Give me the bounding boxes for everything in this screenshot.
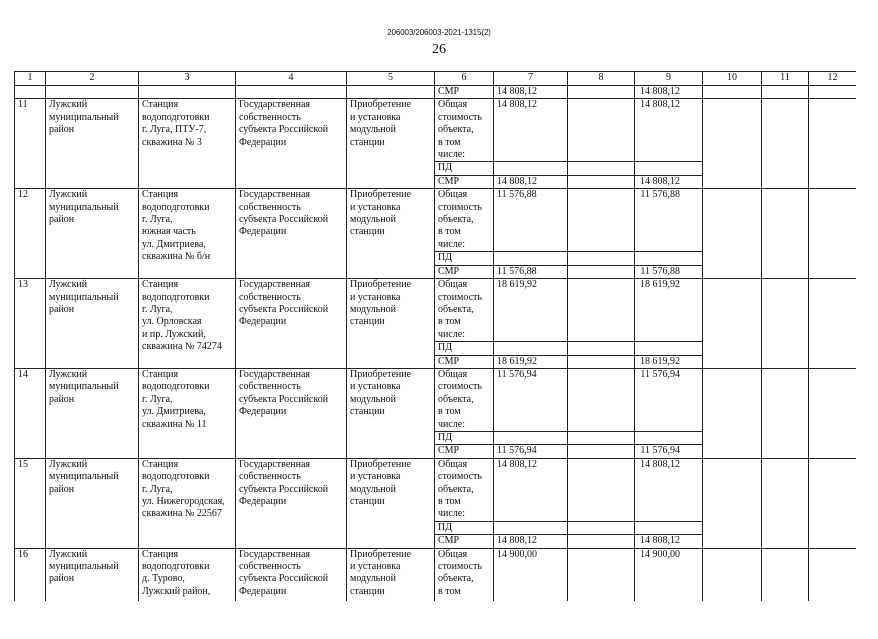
smr-value-col7: 11 576,88	[494, 265, 568, 278]
cell-line: модульной	[350, 393, 396, 405]
record-row	[15, 279, 857, 342]
work-type-cell	[347, 458, 435, 548]
cell-line: Станция	[142, 368, 179, 380]
cell-line: Общая	[438, 458, 468, 470]
cost-label-cell	[435, 99, 494, 162]
cell	[635, 342, 703, 355]
column-header-4: 4	[236, 72, 347, 86]
ownership-cell	[236, 548, 347, 601]
cell-line: район	[49, 573, 75, 585]
cell-line: и установка	[350, 471, 401, 483]
cell-line: Станция	[142, 458, 179, 470]
cost-label-cell	[435, 368, 494, 431]
cell-line: объекта,	[438, 124, 474, 136]
smr-value-col7: 14 808,12	[494, 535, 568, 548]
cell-line: г. Луга,	[142, 303, 173, 315]
cell-line: муниципальный	[49, 111, 119, 123]
cell-line: ул. Дмитриева,	[142, 406, 206, 418]
cell	[635, 252, 703, 265]
cell-line: Федерации	[239, 585, 287, 597]
total-value-col7: 14 808,12	[494, 458, 568, 521]
work-type-cell	[347, 189, 435, 279]
cell-line: стоимость	[438, 111, 482, 123]
cell	[703, 99, 762, 189]
cell-line: Общая	[438, 189, 468, 201]
row-number: 15	[15, 458, 46, 548]
district-cell	[46, 458, 139, 548]
cell-line: ул. Орловская	[142, 316, 202, 328]
column-header-5: 5	[347, 72, 435, 86]
record-row	[15, 458, 857, 521]
cell-line: субъекта Российской	[239, 214, 329, 226]
total-value-col9: 11 576,88	[635, 189, 703, 252]
cell-line: Лужский	[49, 458, 88, 470]
cell-line: в том	[438, 496, 461, 507]
object-cell	[139, 99, 236, 189]
cell-line: Федерации	[239, 406, 287, 418]
cell-line: Приобретение	[350, 458, 412, 470]
cell-line: собственность	[239, 471, 301, 483]
smr-value-col9: 11 576,88	[635, 265, 703, 278]
cell	[494, 342, 568, 355]
cell	[139, 86, 236, 99]
cell-line: г. Луга,	[142, 214, 173, 226]
cell-line: ул. Дмитриева,	[142, 238, 206, 250]
cell-line: модульной	[350, 483, 396, 495]
cell	[635, 162, 703, 175]
cell-line: объекта,	[438, 483, 474, 495]
total-value-col9: 14 808,12	[635, 458, 703, 521]
cell	[703, 279, 762, 369]
column-header-8: 8	[568, 72, 635, 86]
cell-line: и установка	[350, 381, 401, 393]
cell	[568, 252, 635, 265]
object-cell	[139, 368, 236, 458]
cell	[568, 368, 635, 431]
cell-line: Общая	[438, 99, 468, 111]
table-container	[14, 71, 856, 601]
cell-line: и установка	[350, 111, 401, 123]
smr-value-col9: 11 576,94	[635, 445, 703, 458]
object-cell	[139, 189, 236, 279]
cell-line: скважина № 3	[142, 136, 202, 148]
row-number: 11	[15, 99, 46, 189]
cell	[762, 99, 809, 189]
cell-line: водоподготовки	[142, 561, 210, 573]
cell	[809, 368, 857, 458]
cell	[494, 162, 568, 175]
cell-line: в том	[438, 316, 461, 328]
cell	[568, 355, 635, 368]
column-header-1: 1	[15, 72, 46, 86]
cell-line: субъекта Российской	[239, 393, 329, 405]
cell	[703, 368, 762, 458]
cell-line: Лужский	[49, 368, 88, 380]
cell-line: станции	[350, 406, 385, 418]
cell-line: Федерации	[239, 496, 287, 507]
cell-line: в том	[438, 226, 461, 238]
cell-line: муниципальный	[49, 201, 119, 213]
pd-label: ПД	[435, 162, 494, 175]
cell-line: муниципальный	[49, 381, 119, 393]
cell	[568, 431, 635, 444]
cell	[568, 86, 635, 99]
object-cell	[139, 279, 236, 369]
cell	[568, 445, 635, 458]
cost-label-cell	[435, 279, 494, 342]
cell	[703, 548, 762, 601]
total-value-col7: 18 619,92	[494, 279, 568, 342]
smr-value-col7: 18 619,92	[494, 355, 568, 368]
cell-line: район	[49, 483, 75, 495]
cell-line: Станция	[142, 548, 179, 560]
cell	[568, 175, 635, 188]
cell	[568, 548, 635, 601]
smr-label: СМР	[435, 445, 494, 458]
cell-line: субъекта Российской	[239, 573, 329, 585]
total-value-col7: 14 900,00	[494, 548, 568, 601]
cell	[15, 86, 46, 99]
column-header-10: 10	[703, 72, 762, 86]
cell-line: Приобретение	[350, 189, 412, 201]
cell-line: водоподготовки	[142, 381, 210, 393]
district-cell	[46, 368, 139, 458]
cell	[568, 279, 635, 342]
ownership-cell	[236, 368, 347, 458]
cell-line: числе:	[438, 149, 466, 161]
column-header-3: 3	[139, 72, 236, 86]
cell-line: Лужский	[49, 99, 88, 111]
object-cell	[139, 548, 236, 601]
total-value-col7: 14 808,12	[494, 99, 568, 162]
cell-line: станции	[350, 226, 385, 238]
district-cell	[46, 548, 139, 601]
cell-line: Лужский	[49, 189, 88, 201]
data-table	[14, 71, 856, 601]
work-type-cell	[347, 279, 435, 369]
cell	[809, 189, 857, 279]
cell-line: скважина № 11	[142, 418, 207, 430]
row-number: 16	[15, 548, 46, 601]
pd-label: ПД	[435, 252, 494, 265]
district-cell	[46, 279, 139, 369]
pd-label: ПД	[435, 521, 494, 534]
cell-line: числе:	[438, 328, 466, 340]
district-cell	[46, 189, 139, 279]
cell-line: Приобретение	[350, 548, 412, 560]
cell-line: станции	[350, 316, 385, 328]
cell-line: субъекта Российской	[239, 303, 329, 315]
cell-line: станции	[350, 496, 385, 507]
smr-value-col9: 14 808,12	[635, 86, 703, 99]
cell-line: водоподготовки	[142, 201, 210, 213]
cell-line: Станция	[142, 279, 179, 291]
cell-line: водоподготовки	[142, 111, 210, 123]
cell	[46, 86, 139, 99]
cell	[568, 342, 635, 355]
cell	[762, 86, 809, 99]
cell-line: муниципальный	[49, 471, 119, 483]
cell-line: Общая	[438, 548, 468, 560]
header-row	[15, 72, 857, 86]
total-value-col9: 14 808,12	[635, 99, 703, 162]
smr-label: СМР	[435, 86, 494, 99]
work-type-cell	[347, 368, 435, 458]
column-header-11: 11	[762, 72, 809, 86]
cell-line: собственность	[239, 561, 301, 573]
cell-line: и установка	[350, 201, 401, 213]
cell	[568, 535, 635, 548]
cell-line: Государственная	[239, 189, 311, 201]
cell-line: и пр. Лужский,	[142, 328, 206, 340]
cell	[568, 189, 635, 252]
cell	[568, 458, 635, 521]
cell-line: числе:	[438, 418, 466, 430]
cell-line: в том	[438, 585, 461, 597]
cell	[568, 265, 635, 278]
cell-line: Лужский	[49, 548, 88, 560]
cell-line: в том	[438, 136, 461, 148]
cell-line: скважина № 22567	[142, 508, 222, 520]
cell-line: собственность	[239, 291, 301, 303]
smr-label: СМР	[435, 265, 494, 278]
cell-line: Станция	[142, 189, 179, 201]
cell	[494, 431, 568, 444]
cell-line: Федерации	[239, 316, 287, 328]
smr-label: СМР	[435, 355, 494, 368]
cell-line: модульной	[350, 124, 396, 136]
total-value-col9: 11 576,94	[635, 368, 703, 431]
cell-line: скважина № 74274	[142, 341, 222, 353]
column-header-12: 12	[809, 72, 857, 86]
cell-line: Государственная	[239, 458, 311, 470]
cell	[762, 458, 809, 548]
work-type-cell	[347, 99, 435, 189]
cell-line: станции	[350, 136, 385, 148]
cost-label-cell	[435, 189, 494, 252]
cell-line: муниципальный	[49, 561, 119, 573]
row-number: 14	[15, 368, 46, 458]
cell-line: г. Луга,	[142, 483, 173, 495]
cell-line: объекта,	[438, 303, 474, 315]
cell-line: Лужский	[49, 279, 88, 291]
cell-line: в том	[438, 406, 461, 418]
total-value-col9: 14 900,00	[635, 548, 703, 601]
pd-label: ПД	[435, 342, 494, 355]
cell-line: скважина № б/н	[142, 251, 211, 263]
page-number: 26	[432, 42, 446, 57]
cost-label-cell	[435, 458, 494, 521]
document-id: 206003/206003-2021-1315(2)	[387, 28, 491, 37]
cell	[762, 548, 809, 601]
column-header-2: 2	[46, 72, 139, 86]
total-value-col9: 18 619,92	[635, 279, 703, 342]
cell-line: водоподготовки	[142, 471, 210, 483]
cell	[236, 86, 347, 99]
column-header-9: 9	[635, 72, 703, 86]
ownership-cell	[236, 458, 347, 548]
cell-line: Государственная	[239, 279, 311, 291]
cost-label-cell	[435, 548, 494, 601]
cell-line: стоимость	[438, 201, 482, 213]
smr-value-col9: 14 808,12	[635, 535, 703, 548]
cell	[762, 368, 809, 458]
ownership-cell	[236, 189, 347, 279]
cell-line: модульной	[350, 214, 396, 226]
record-row	[15, 99, 857, 162]
cell-line: модульной	[350, 573, 396, 585]
cell	[809, 279, 857, 369]
cell	[568, 521, 635, 534]
column-header-7: 7	[494, 72, 568, 86]
cell-line: Общая	[438, 279, 468, 291]
cell	[703, 86, 762, 99]
ownership-cell	[236, 279, 347, 369]
cell-line: собственность	[239, 111, 301, 123]
cell-line: числе:	[438, 508, 466, 520]
cell	[568, 99, 635, 162]
cell-line: г. Луга, ПТУ-7,	[142, 124, 207, 136]
cell-line: Приобретение	[350, 368, 412, 380]
total-value-col7: 11 576,88	[494, 189, 568, 252]
smr-value-col7: 14 808,12	[494, 86, 568, 99]
cell-line: д. Турово,	[142, 573, 185, 585]
smr-value-col9: 18 619,92	[635, 355, 703, 368]
cell	[762, 189, 809, 279]
cell	[809, 458, 857, 548]
cell-line: объекта,	[438, 573, 474, 585]
pd-label: ПД	[435, 431, 494, 444]
table-body	[15, 72, 857, 602]
cell-line: станции	[350, 585, 385, 597]
district-cell	[46, 99, 139, 189]
cell-line: южная часть	[142, 226, 196, 238]
cell	[494, 252, 568, 265]
cell-line: Федерации	[239, 136, 287, 148]
cell-line: район	[49, 393, 75, 405]
cell-line: район	[49, 303, 75, 315]
cell-line: стоимость	[438, 561, 482, 573]
cell-line: модульной	[350, 303, 396, 315]
cell-line: г. Луга,	[142, 393, 173, 405]
cell-line: Государственная	[239, 548, 311, 560]
row-number: 13	[15, 279, 46, 369]
smr-value-col9: 14 808,12	[635, 175, 703, 188]
cell-line: Общая	[438, 368, 468, 380]
smr-value-col7: 14 808,12	[494, 175, 568, 188]
cell-line: водоподготовки	[142, 291, 210, 303]
smr-label: СМР	[435, 535, 494, 548]
cell	[809, 99, 857, 189]
cell-line: стоимость	[438, 381, 482, 393]
cell-line: объекта,	[438, 214, 474, 226]
cell-line: субъекта Российской	[239, 124, 329, 136]
cell	[568, 162, 635, 175]
cell	[347, 86, 435, 99]
smr-label: СМР	[435, 175, 494, 188]
cell-line: стоимость	[438, 471, 482, 483]
cell-line: Государственная	[239, 99, 311, 111]
cell-line: район	[49, 214, 75, 226]
ownership-cell	[236, 99, 347, 189]
record-row	[15, 368, 857, 431]
cell	[635, 431, 703, 444]
cell	[762, 279, 809, 369]
row-number: 12	[15, 189, 46, 279]
record-row	[15, 189, 857, 252]
object-cell	[139, 458, 236, 548]
column-header-6: 6	[435, 72, 494, 86]
cell	[703, 458, 762, 548]
cell-line: Лужский район,	[142, 585, 211, 597]
total-value-col7: 11 576,94	[494, 368, 568, 431]
cell-line: Государственная	[239, 368, 311, 380]
smr-value-col7: 11 576,94	[494, 445, 568, 458]
cell-line: стоимость	[438, 291, 482, 303]
cell-line: муниципальный	[49, 291, 119, 303]
cell	[809, 86, 857, 99]
cell	[703, 189, 762, 279]
cell-line: район	[49, 124, 75, 136]
cell	[494, 521, 568, 534]
cell-line: субъекта Российской	[239, 483, 329, 495]
cell-line: ул. Нижегородская,	[142, 496, 225, 507]
cell-line: собственность	[239, 381, 301, 393]
cell-line: объекта,	[438, 393, 474, 405]
cell	[635, 521, 703, 534]
cell-line: числе:	[438, 238, 466, 250]
cell-line: Станция	[142, 99, 179, 111]
record-row	[15, 548, 857, 601]
cell-line: Федерации	[239, 226, 287, 238]
work-type-cell	[347, 548, 435, 601]
carryover-row	[15, 86, 857, 99]
cell-line: Приобретение	[350, 99, 412, 111]
cell	[809, 548, 857, 601]
cell-line: и установка	[350, 561, 401, 573]
cell-line: собственность	[239, 201, 301, 213]
cell-line: Приобретение	[350, 279, 412, 291]
cell-line: и установка	[350, 291, 401, 303]
